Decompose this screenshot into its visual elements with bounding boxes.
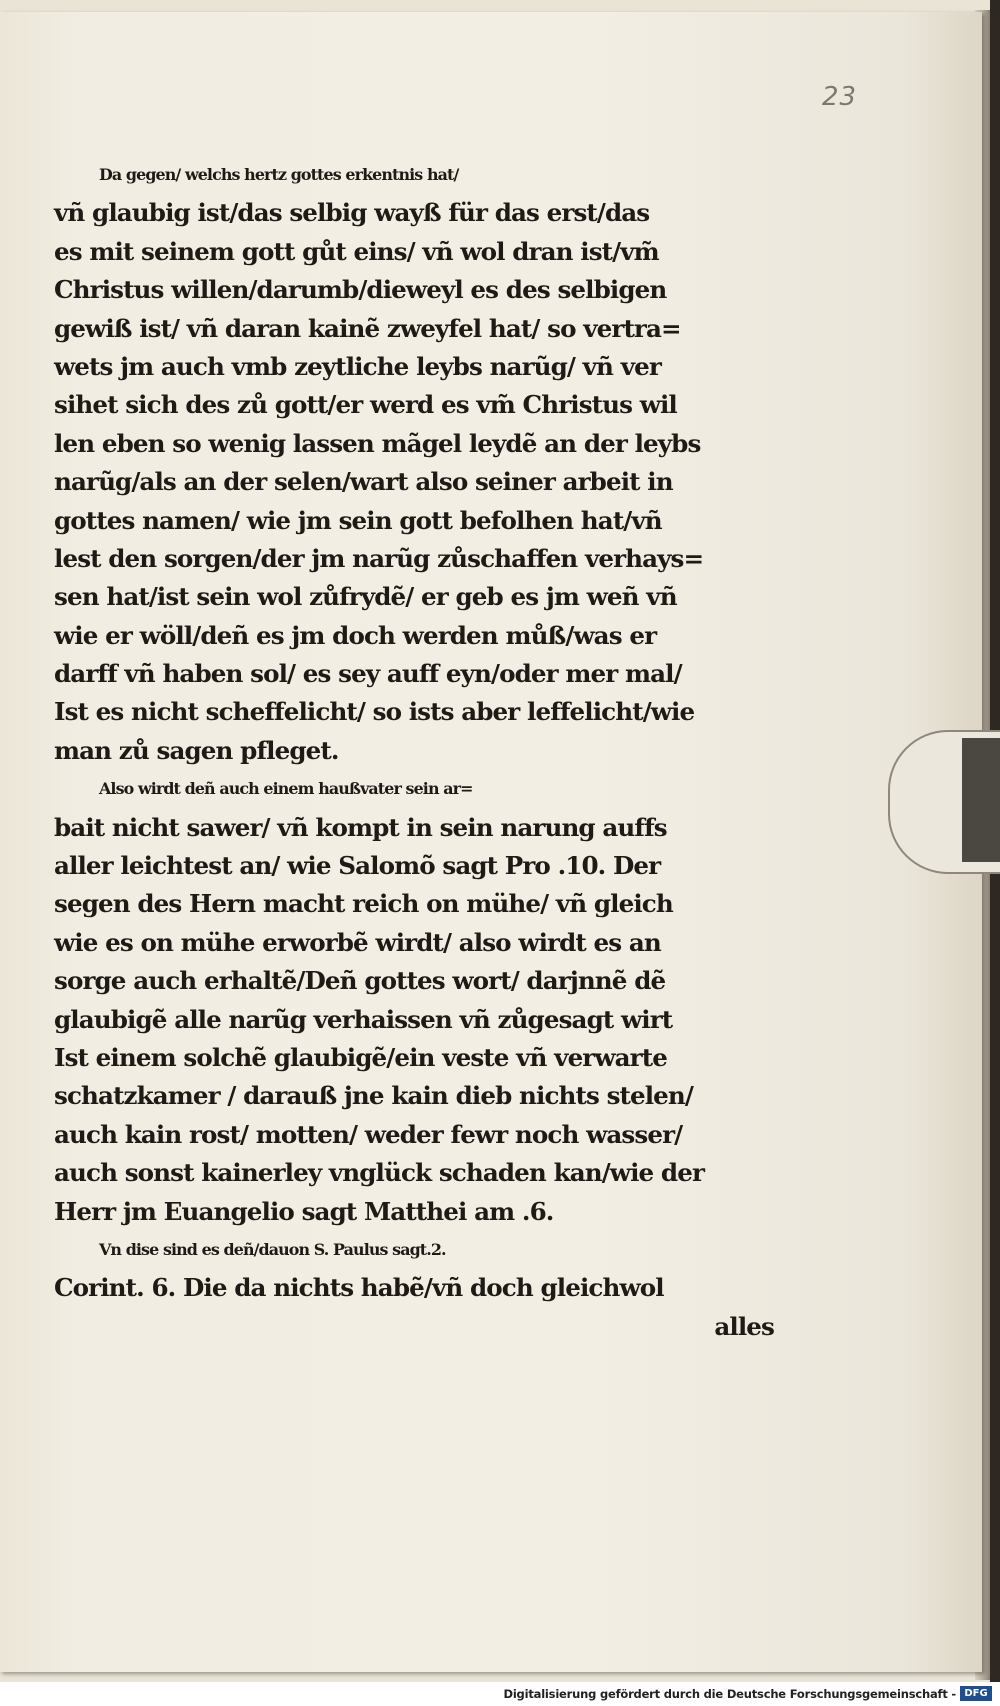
text-line: glaubigẽ alle narũg verhaissen vñ zůgesagt wirt <box>54 1004 673 1034</box>
text-line: vñ glaubig ist/das selbig wayß für das erst/das <box>54 198 650 228</box>
text-line: auch sonst kainerley vnglück schaden kan/wie der <box>54 1158 705 1188</box>
text-line: bait nicht sawer/ vñ kompt in sein narung auffs <box>54 812 667 842</box>
funding-credit: Digitalisierung gefördert durch die Deutsche Forschungsgemeinschaft - <box>503 1687 956 1701</box>
text-line: len eben so wenig lassen mãgel leydẽ an der leybs <box>54 428 701 458</box>
text-line: sihet sich des zů gott/er werd es vm̃ Christus wil <box>54 390 677 420</box>
text-line: sen hat/ist sein wol zůfrydẽ/ er geb es jm weñ vñ <box>54 582 677 612</box>
text-line: wie es on mühe erworbẽ wirdt/ also wirdt es an <box>54 927 661 957</box>
text-line: lest den sorgen/der jm narũg zůschaffen verhays= <box>54 543 704 573</box>
dfg-logo: DFG <box>960 1686 992 1701</box>
text-line: Also wirdt deñ auch einem haußvater sein ar= <box>99 779 473 799</box>
text-line: schatzkamer / darauß jne kain dieb nichts stelen/ <box>54 1081 693 1111</box>
text-line: aller leichtest an/ wie Salomõ sagt Pro .10. Der <box>54 851 661 881</box>
text-line: Ist einem solchẽ glaubigẽ/ein veste vñ verwarte <box>54 1042 667 1072</box>
text-line: gottes namen/ wie jm sein gott befolhen hat/vñ <box>54 505 662 535</box>
text-line: Corint. 6. Die da nichts habẽ/vñ doch gleichwol <box>54 1273 664 1303</box>
page-number: 23 <box>822 82 858 112</box>
text-line: Herr jm Euangelio sagt Matthei am .6. <box>54 1196 554 1226</box>
text-line: auch kain rost/ motten/ weder fewr noch wasser/ <box>54 1119 683 1149</box>
text-line: Da gegen/ welchs hertz gottes erkentnis hat/ <box>99 165 459 184</box>
text-line: gewiß ist/ vñ daran kainẽ zweyfel hat/ so vertra= <box>54 313 681 343</box>
text-line: wie er wöll/deñ es jm doch werden můß/was er <box>54 620 657 650</box>
tab-shadow <box>962 738 1000 862</box>
text-line: es mit seinem gott gůt eins/ vñ wol dran ist/vm̃ <box>54 236 659 266</box>
text-line: narũg/als an der selen/wart also seiner arbeit in <box>54 467 673 497</box>
text-line: Ist es nicht scheffelicht/ so ists aber leffelicht/wie <box>54 697 695 727</box>
text-line: man zů sagen pfleget. <box>54 735 339 765</box>
text-line: Vn dise sind es deñ/dauon S. Paulus sagt.2. <box>99 1239 446 1259</box>
blackletter-text-block <box>54 156 799 1346</box>
text-line: segen des Hern macht reich on mühe/ vñ gleich <box>54 889 673 919</box>
text-line: darff vñ haben sol/ es sey auff eyn/oder mer mal/ <box>54 659 682 689</box>
text-line: sorge auch erhaltẽ/Deñ gottes wort/ darjnnẽ dẽ <box>54 966 666 996</box>
text-line: wets jm auch vmb zeytliche leybs narũg/ vñ ver <box>54 351 661 381</box>
catchword: alles <box>714 1311 774 1341</box>
text-line: Christus willen/darumb/dieweyl es des selbigen <box>54 275 667 305</box>
